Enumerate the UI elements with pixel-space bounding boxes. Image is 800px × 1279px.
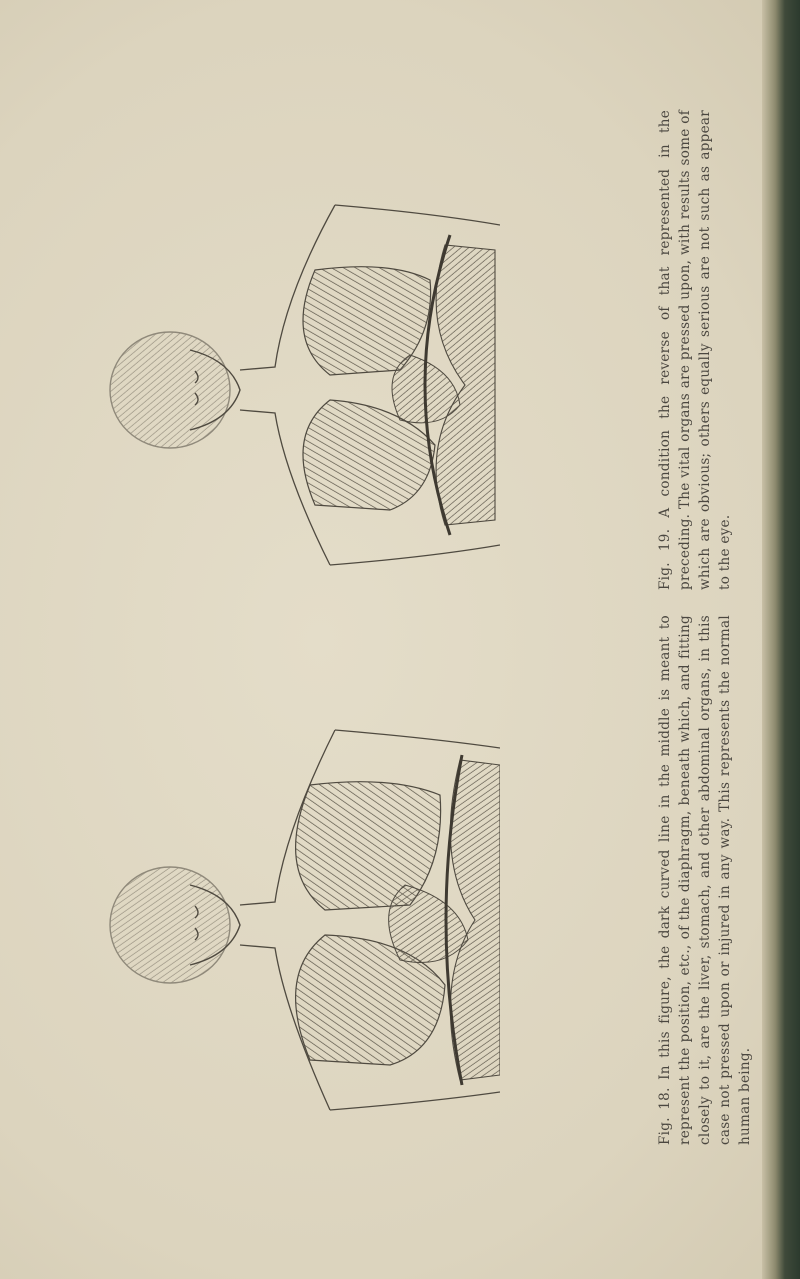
figure-18-illustration <box>100 650 500 1210</box>
figure-19-illustration <box>100 115 500 675</box>
figure-19-caption <box>655 110 735 590</box>
caption-text: Fig. 19. A condition the reverse of that represented in the preceding. The vital organs are pressed upon, with results some of which are obvious; others equally serious are not such as appear to the eye. <box>657 110 733 590</box>
head <box>110 332 240 448</box>
figure-18-caption <box>655 615 755 1145</box>
torso-drawing-compressed <box>100 115 500 675</box>
caption-text: Fig. 18. In this figure, the dark curved line in the middle is meant to represent the position, etc., of the diaphragm, beneath which, and fitting closely to it, are the liver, stomach, and other abdominal organs, in this case not pressed upon or injured in any way. This represents the normal human being. <box>657 615 753 1145</box>
head <box>110 867 240 983</box>
torso-drawing-normal <box>100 650 500 1210</box>
book-spine-edge <box>762 0 800 1279</box>
heart <box>389 885 468 963</box>
